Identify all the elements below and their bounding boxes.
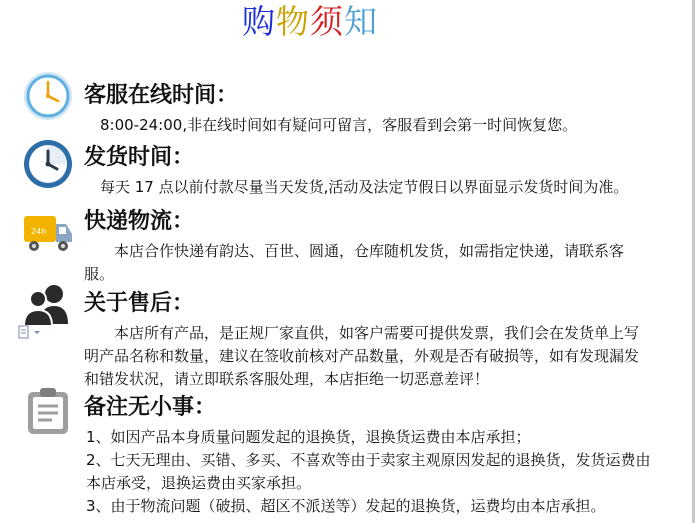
section-text-after-sales: 本店所有产品，是正规厂家直供，如客户需要可提供发票，我们会在发货单上写明产品名称和数量，建议在签收前核对产品数量，外观是否有破损等，如有发现漏发和错发状况，请立即联系客服处理，本店拒绝一切恶意差评！ — [84, 324, 640, 388]
section-heading-notes: 备注无小事： — [84, 395, 217, 420]
title-char-2: 物 — [276, 2, 310, 41]
page-title — [0, 2, 620, 42]
title-char-1: 购 — [242, 2, 276, 41]
section-heading-courier: 快递物流： — [84, 209, 195, 234]
delivery-truck-icon — [22, 210, 74, 254]
document-options-icon[interactable] — [18, 325, 44, 339]
section-text-shipping-time: 每天 17 点以前付款尽量当天发货,活动及法定节假日以界面显示发货时间为准。 — [100, 178, 629, 196]
clock-icon — [22, 70, 74, 122]
section-text-courier: 本店合作快递有韵达、百世、圆通，仓库随机发货，如需指定快递，请联系客服。 — [84, 242, 625, 283]
clipboard-icon — [22, 386, 74, 436]
title-char-3: 须 — [310, 2, 344, 41]
section-text-service-hours: 8:00-24:00,非在线时间如有疑问可留言，客服看到会第一时间恢复您。 — [100, 116, 578, 134]
section-heading-service-hours: 客服在线时间： — [84, 83, 239, 108]
svg-text:24h: 24h — [31, 227, 47, 236]
notes-item-1: 1、如因产品本身质量问题发起的退换货，退换货运费由本店承担； — [86, 428, 531, 446]
notes-item-2: 2、七天无理由、买错、多买、不喜欢等由于卖家主观原因发起的退换货，发货运费由本店承受，退换运费由买家承担。 — [86, 451, 651, 492]
notes-item-3: 3、由于物流问题（破损、超区不派送等）发起的退换货，运费均由本店承担。 — [86, 497, 606, 515]
users-icon — [22, 282, 74, 328]
title-char-4: 知 — [344, 2, 378, 41]
section-heading-after-sales: 关于售后： — [84, 291, 195, 316]
clock-icon — [22, 138, 74, 190]
notes-list — [86, 426, 652, 518]
section-heading-shipping-time: 发货时间： — [84, 145, 195, 170]
